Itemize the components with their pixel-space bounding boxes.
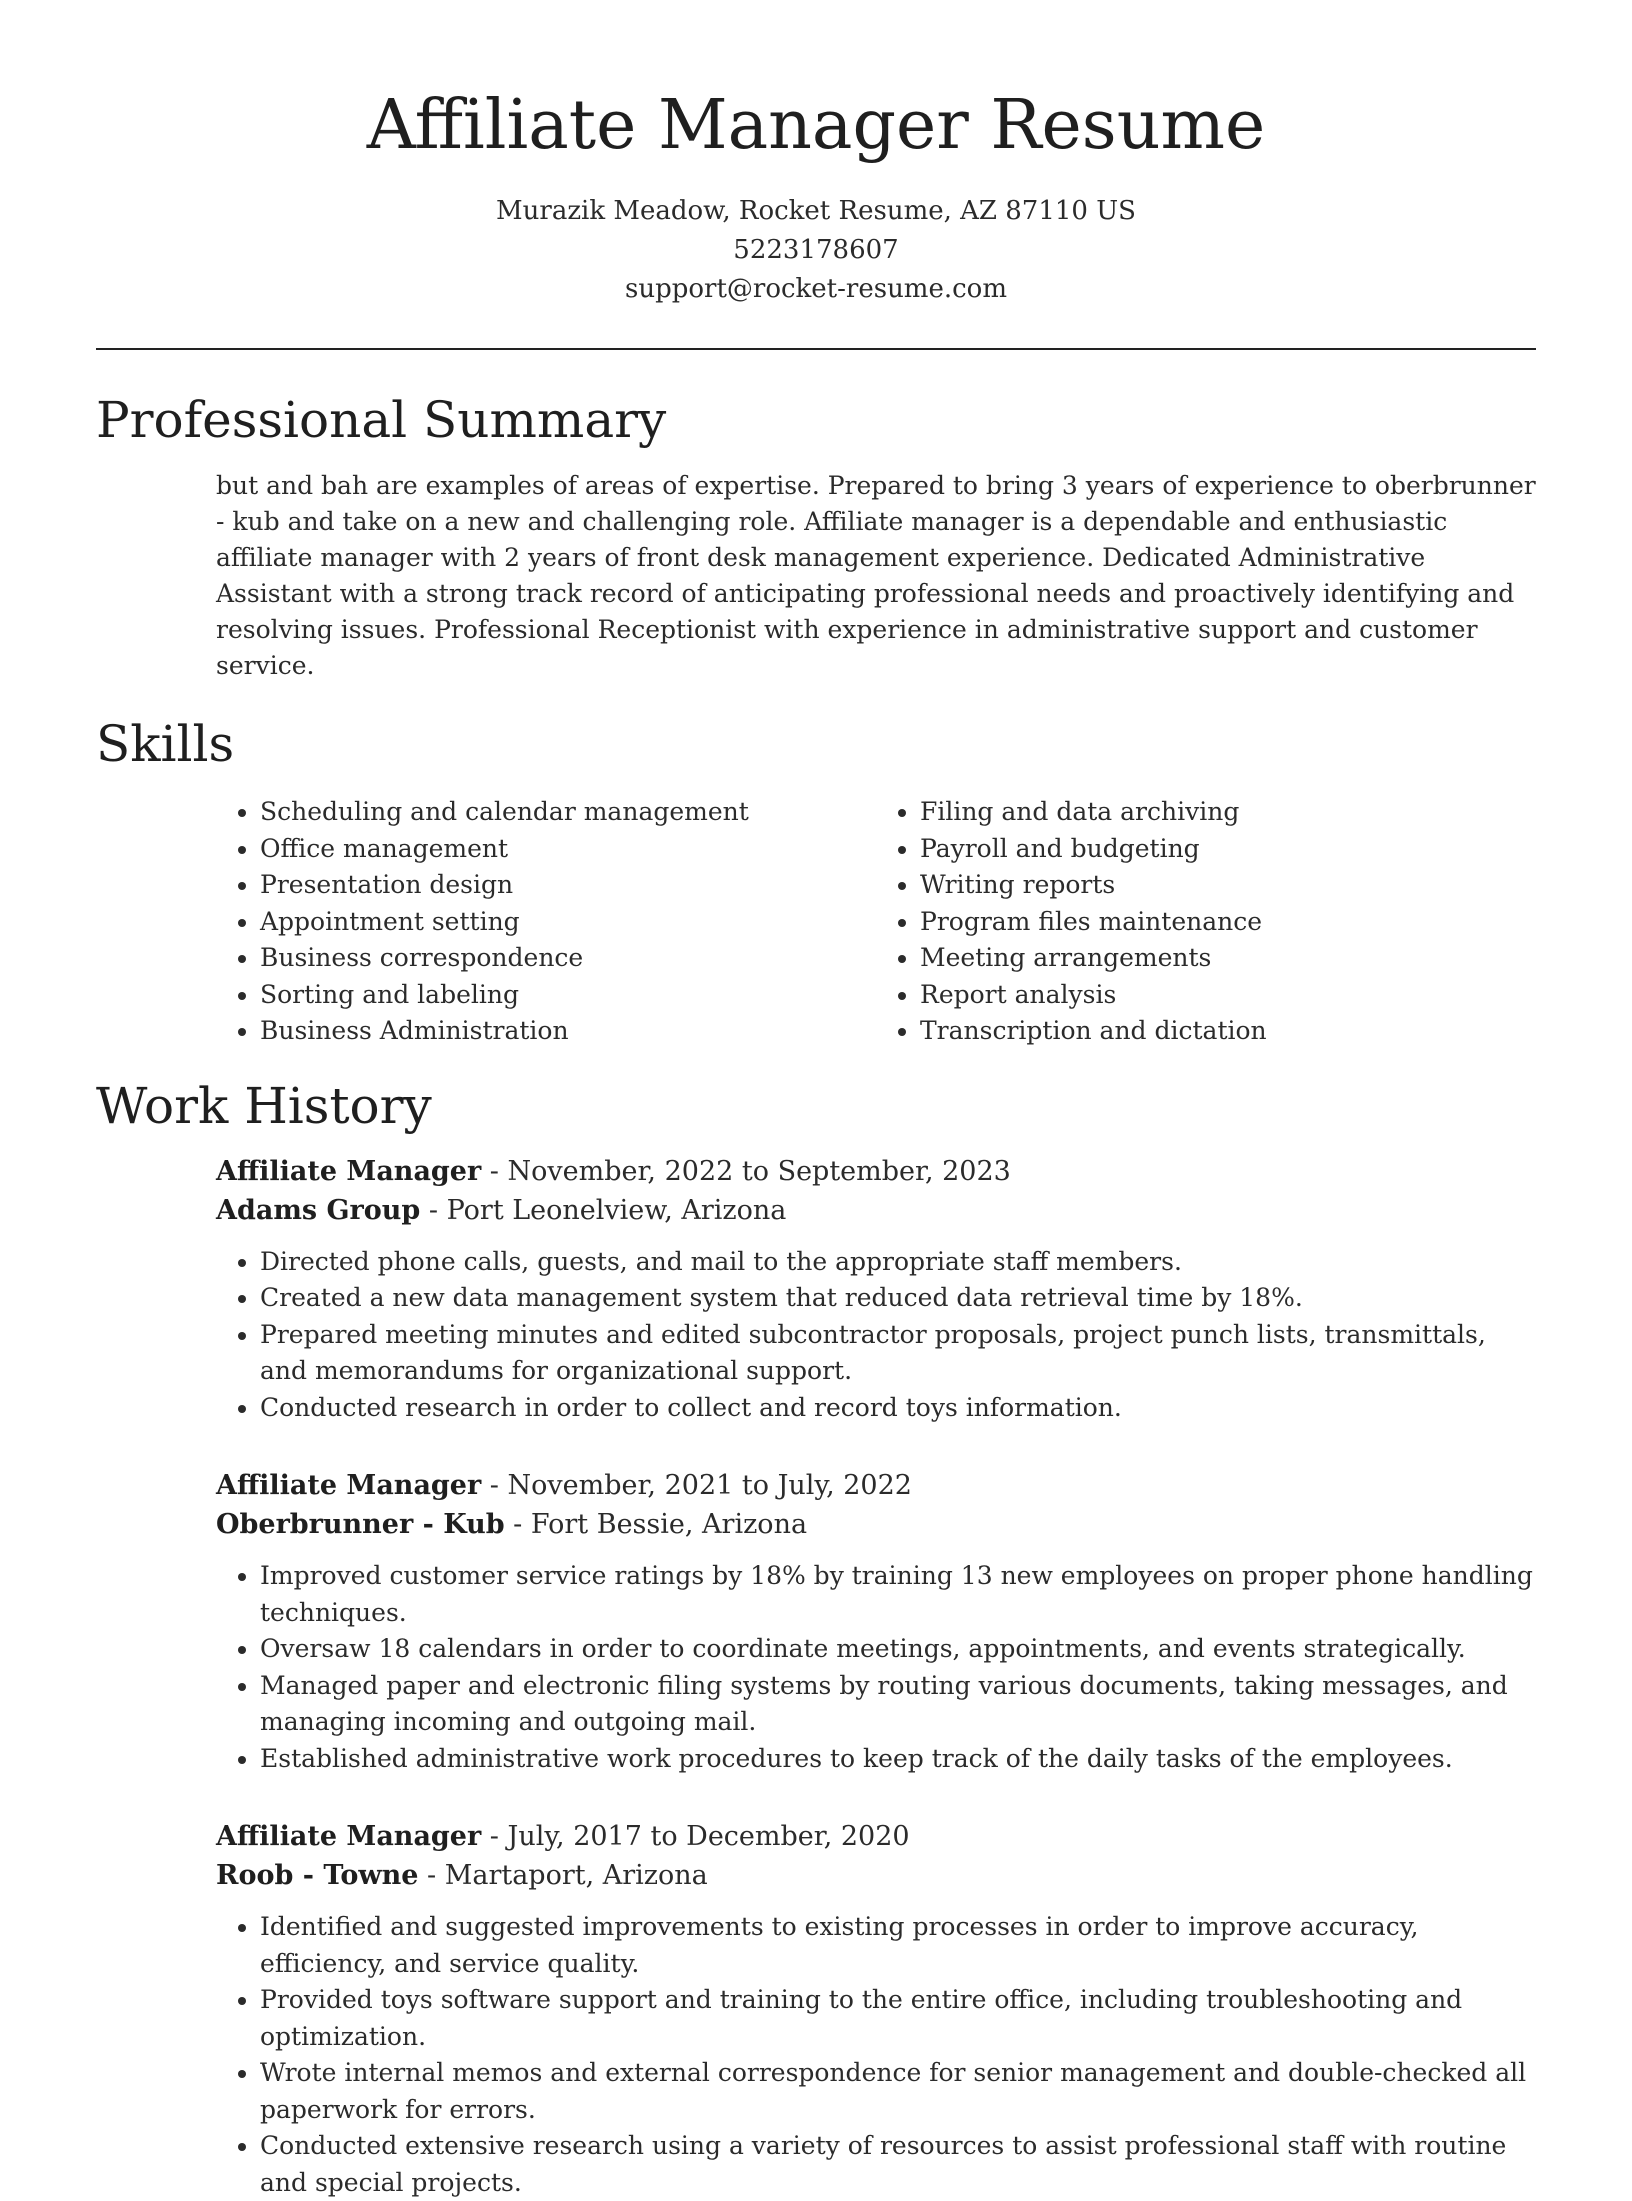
skill-item: • Transcription and dictation bbox=[920, 1013, 1536, 1050]
skills-heading: Skills bbox=[96, 715, 235, 773]
job-bullet: • Established administrative work procedures to keep track of the daily tasks of the employees. bbox=[260, 1741, 1536, 1778]
job-location: - Martaport, Arizona bbox=[418, 1860, 708, 1891]
job-entry bbox=[216, 1152, 1536, 1427]
job-bullet: • Oversaw 18 calendars in order to coordinate meetings, appointments, and events strategically. bbox=[260, 1631, 1536, 1668]
skill-item: • Meeting arrangements bbox=[920, 940, 1536, 977]
job-bullet: • Directed phone calls, guests, and mail to the appropriate staff members. bbox=[260, 1244, 1536, 1281]
skills-column-right bbox=[876, 794, 1536, 1050]
skill-item: • Office management bbox=[260, 831, 876, 868]
job-bullet: • Improved customer service ratings by 18% by training 13 new employees on proper phone handling techniques. bbox=[260, 1558, 1536, 1631]
job-location: - Port Leonelview, Arizona bbox=[420, 1194, 787, 1226]
job-company-line bbox=[216, 1856, 1536, 1895]
job-title-line bbox=[216, 1466, 1536, 1505]
job-location: - Fort Bessie, Arizona bbox=[504, 1509, 808, 1540]
skill-item: • Scheduling and calendar management bbox=[260, 794, 876, 831]
contact-info bbox=[0, 192, 1632, 309]
skill-item: • Sorting and labeling bbox=[260, 977, 876, 1014]
job-bullets bbox=[216, 1558, 1536, 1777]
job-title-line bbox=[216, 1152, 1536, 1191]
job-bullets bbox=[216, 1244, 1536, 1427]
summary-heading: Professional Summary bbox=[96, 391, 667, 449]
summary-text: but and bah are examples of areas of expertise. Prepared to bring 3 years of experience to oberbrunner - kub and take on a new and challenging role. Affiliate manager is a dependable and enthusiastic affiliate manager with 2 years of front desk management experience. Dedicated Administrative Assistant with a strong track record of anticipating professional needs and proactively identifying and resolving issues. Professional Receptionist with experience in administrative support and customer service. bbox=[216, 471, 1536, 680]
job-bullet: • Prepared meeting minutes and edited subcontractor proposals, project punch lists, transmittals, and memorandums for organizational support. bbox=[260, 1317, 1536, 1390]
job-company: Oberbrunner - Kub bbox=[216, 1509, 505, 1540]
skill-item: • Report analysis bbox=[920, 977, 1536, 1014]
skill-item: • Payroll and budgeting bbox=[920, 831, 1536, 868]
skill-item: • Business correspondence bbox=[260, 940, 876, 977]
job-role: Affiliate Manager bbox=[216, 1155, 482, 1187]
job-dates: - July, 2017 to December, 2020 bbox=[481, 1821, 910, 1852]
job-title-line bbox=[216, 1817, 1536, 1856]
skills-list bbox=[216, 794, 1536, 1050]
skill-item: • Appointment setting bbox=[260, 904, 876, 941]
job-dates: - November, 2021 to July, 2022 bbox=[481, 1470, 912, 1501]
job-bullet: • Created a new data management system that reduced data retrieval time by 18%. bbox=[260, 1280, 1536, 1317]
job-role: Affiliate Manager bbox=[216, 1821, 482, 1852]
job-bullet: • Identified and suggested improvements to existing processes in order to improve accuracy, efficiency, and service quality. bbox=[260, 1909, 1536, 1982]
skills-column-left bbox=[216, 794, 876, 1050]
resume-title: Affiliate Manager Resume bbox=[366, 86, 1266, 165]
contact-phone: 5223178607 bbox=[733, 235, 899, 265]
job-bullets bbox=[216, 1909, 1536, 2201]
skill-item: • Program files maintenance bbox=[920, 904, 1536, 941]
job-company-line bbox=[216, 1191, 1536, 1230]
job-bullet: • Conducted extensive research using a variety of resources to assist professional staff with routine and special projects. bbox=[260, 2128, 1536, 2201]
job-bullet: • Provided toys software support and training to the entire office, including troubleshooting and optimization. bbox=[260, 1982, 1536, 2055]
skill-item: • Writing reports bbox=[920, 867, 1536, 904]
job-company: Adams Group bbox=[216, 1194, 421, 1226]
job-entry bbox=[216, 1466, 1536, 1777]
resume-header bbox=[0, 0, 1632, 309]
contact-email: support@rocket-resume.com bbox=[624, 274, 1007, 304]
job-bullet: • Wrote internal memos and external correspondence for senior management and double-checked all paperwork for errors. bbox=[260, 2055, 1536, 2128]
skill-item: • Business Administration bbox=[260, 1013, 876, 1050]
job-company-line bbox=[216, 1505, 1536, 1544]
work-history-heading: Work History bbox=[96, 1076, 432, 1135]
contact-address: Murazik Meadow, Rocket Resume, AZ 87110 US bbox=[496, 196, 1136, 226]
job-entry bbox=[216, 1817, 1536, 2201]
job-role: Affiliate Manager bbox=[216, 1470, 482, 1501]
job-company: Roob - Towne bbox=[216, 1860, 419, 1891]
job-bullet: • Managed paper and electronic filing systems by routing various documents, taking messages, and managing incoming and outgoing mail. bbox=[260, 1668, 1536, 1741]
job-bullet: • Conducted research in order to collect and record toys information. bbox=[260, 1390, 1536, 1427]
skill-item: • Presentation design bbox=[260, 867, 876, 904]
skill-item: • Filing and data archiving bbox=[920, 794, 1536, 831]
header-divider bbox=[96, 348, 1536, 350]
job-dates: - November, 2022 to September, 2023 bbox=[481, 1155, 1011, 1187]
